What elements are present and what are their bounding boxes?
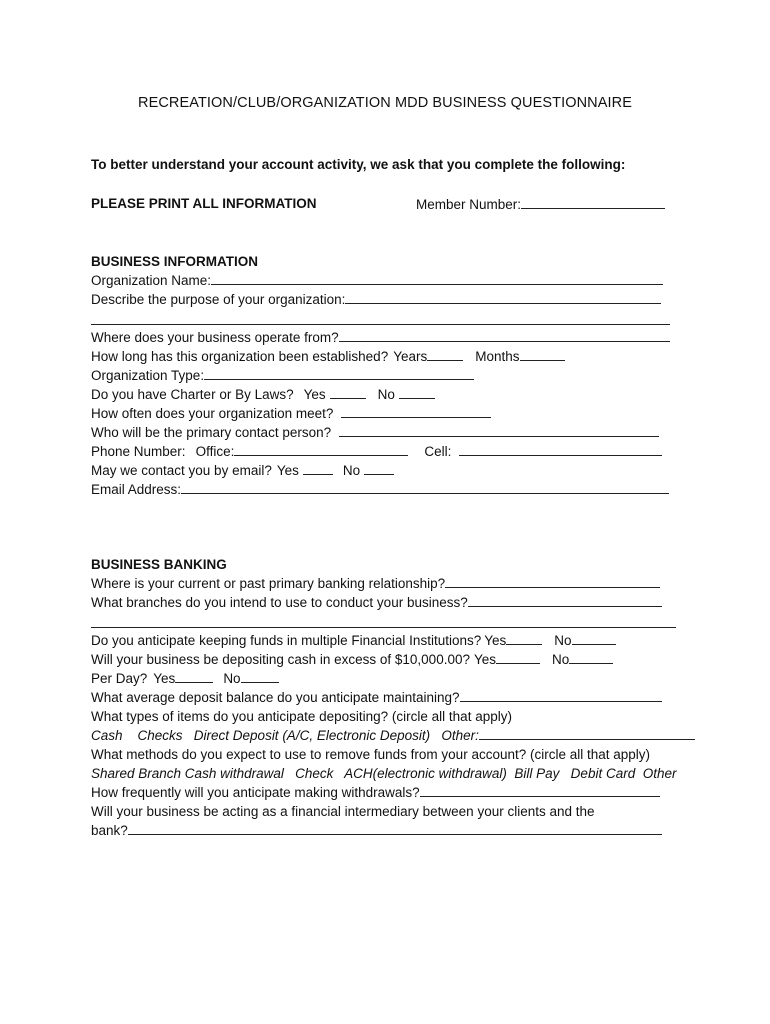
multiple-no-blank[interactable] <box>572 632 616 645</box>
meet-often-blank[interactable] <box>341 405 491 418</box>
field-label: Organization Type: <box>91 368 205 383</box>
email-no-blank[interactable] <box>364 462 394 475</box>
branches-blank[interactable] <box>468 594 662 607</box>
cash-yes-blank[interactable] <box>496 651 540 664</box>
field-label: Who will be the primary contact person? <box>91 425 332 440</box>
business-information-section <box>91 252 691 499</box>
branches-continuation-blank[interactable] <box>91 627 676 628</box>
organization-name-field <box>91 271 691 290</box>
charter-no-blank[interactable] <box>399 386 435 399</box>
yes-label: Yes <box>276 463 299 478</box>
document-title: RECREATION/CLUB/ORGANIZATION MDD BUSINESS QUESTIONNAIRE <box>138 95 632 111</box>
yes-label: Yes <box>484 633 507 648</box>
email-contact-field <box>91 461 691 480</box>
multiple-yes-blank[interactable] <box>506 632 542 645</box>
withdraw-methods-question: What methods do you expect to use to remove funds from your account? (circle all that apply) <box>91 747 651 762</box>
field-label: May we contact you by email? <box>91 463 272 478</box>
field-label: Do you have Charter or By Laws? <box>91 387 294 402</box>
field-label: What average deposit balance do you anticipate maintaining? <box>91 690 460 705</box>
cash-excess-field <box>91 650 691 669</box>
no-label: No <box>552 652 570 667</box>
no-label: No <box>554 633 572 648</box>
email-address-blank[interactable] <box>181 481 669 494</box>
field-label: How often does your organization meet? <box>91 406 334 421</box>
yes-label: Yes <box>473 652 497 667</box>
primary-relationship-blank[interactable] <box>445 575 660 588</box>
intermediary-question: Will your business be acting as a financial intermediary between your clients and the <box>91 804 595 819</box>
office-phone-blank[interactable] <box>234 443 408 456</box>
section-heading: BUSINESS BANKING <box>91 557 227 572</box>
item-types-options <box>91 726 691 745</box>
primary-contact-blank[interactable] <box>339 424 659 437</box>
section-heading: BUSINESS INFORMATION <box>91 254 259 269</box>
withdraw-methods-options[interactable]: Shared Branch Cash withdrawal Check ACH(electronic withdrawal) Bill Pay Debit Card Other <box>91 766 677 781</box>
field-label: Will your business be depositing cash in excess of $10,000.00? <box>91 652 470 667</box>
yes-label: Yes <box>303 387 326 402</box>
charter-yes-blank[interactable] <box>330 386 366 399</box>
field-label: bank? <box>91 823 128 838</box>
email-yes-blank[interactable] <box>303 462 333 475</box>
months-blank[interactable] <box>520 348 565 361</box>
years-blank[interactable] <box>427 348 463 361</box>
member-number-field <box>416 196 665 212</box>
purpose-continuation-line <box>91 309 691 328</box>
primary-contact-field <box>91 423 691 442</box>
organization-type-field <box>91 366 691 385</box>
print-notice-row <box>91 196 691 216</box>
no-label: No <box>223 671 241 686</box>
intermediary-field <box>91 821 691 840</box>
no-label: No <box>377 387 395 402</box>
cell-label: Cell: <box>424 444 452 459</box>
phone-field <box>91 442 691 461</box>
operate-from-field <box>91 328 691 347</box>
cell-phone-blank[interactable] <box>459 443 662 456</box>
field-label: Where is your current or past primary banking relationship? <box>91 576 446 591</box>
months-label: Months <box>475 349 520 364</box>
print-notice: PLEASE PRINT ALL INFORMATION <box>91 196 317 211</box>
average-balance-blank[interactable] <box>460 689 662 702</box>
primary-relationship-field <box>91 574 691 593</box>
per-day-no-blank[interactable] <box>241 670 279 683</box>
branches-field <box>91 593 691 612</box>
organization-name-blank[interactable] <box>211 272 663 285</box>
charter-field <box>91 385 691 404</box>
field-label: Phone Number: <box>91 444 186 459</box>
yes-label: Yes <box>153 671 176 686</box>
cash-no-blank[interactable] <box>569 651 613 664</box>
purpose-blank[interactable] <box>345 291 661 304</box>
item-types-question: What types of items do you anticipate depositing? (circle all that apply) <box>91 709 512 724</box>
business-banking-section <box>91 555 691 840</box>
field-label: What branches do you intend to use to conduct your business? <box>91 595 468 610</box>
purpose-field <box>91 290 691 309</box>
member-number-blank[interactable] <box>521 196 665 209</box>
field-label: Per Day? <box>91 671 148 686</box>
field-label: Email Address: <box>91 482 182 497</box>
field-label: Organization Name: <box>91 273 212 288</box>
email-address-field <box>91 480 691 499</box>
other-item-blank[interactable] <box>479 727 695 740</box>
office-label: Office: <box>195 444 235 459</box>
per-day-field <box>91 669 691 688</box>
field-label: How frequently will you anticipate making withdrawals? <box>91 785 420 800</box>
item-options-text[interactable]: Cash Checks Direct Deposit (A/C, Electronic Deposit) Other: <box>91 728 479 743</box>
withdraw-frequency-blank[interactable] <box>420 784 660 797</box>
years-label: Years <box>393 349 428 364</box>
field-label: How long has this organization been established? <box>91 349 389 364</box>
average-balance-field <box>91 688 691 707</box>
field-label: Do you anticipate keeping funds in multiple Financial Institutions? <box>91 633 482 648</box>
intro-text: To better understand your account activity, we ask that you complete the following: <box>91 157 626 172</box>
per-day-yes-blank[interactable] <box>175 670 213 683</box>
branches-continuation-line <box>91 612 691 631</box>
field-label: Describe the purpose of your organization: <box>91 292 346 307</box>
intermediary-blank[interactable] <box>128 822 662 835</box>
purpose-continuation-blank[interactable] <box>91 324 670 325</box>
established-field <box>91 347 691 366</box>
meet-often-field <box>91 404 691 423</box>
organization-type-blank[interactable] <box>204 367 474 380</box>
field-label: Where does your business operate from? <box>91 330 339 345</box>
withdraw-frequency-field <box>91 783 691 802</box>
no-label: No <box>342 463 361 478</box>
operate-from-blank[interactable] <box>339 329 670 342</box>
multiple-institutions-field <box>91 631 691 650</box>
member-number-label: Member Number: <box>416 197 522 212</box>
